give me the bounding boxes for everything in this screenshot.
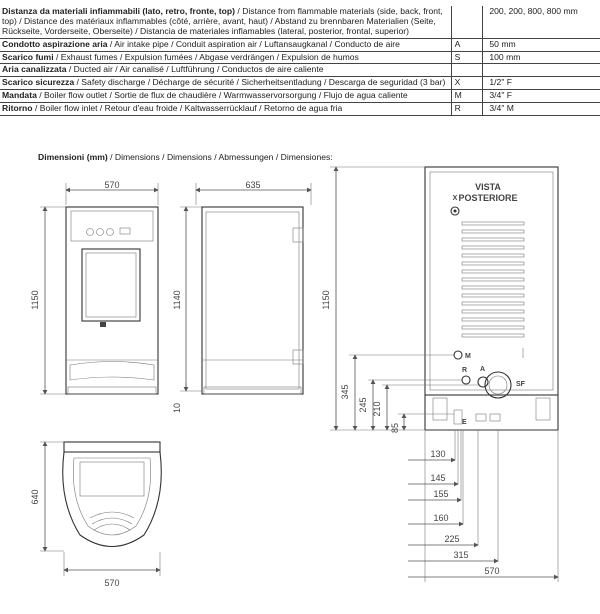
spec-code: S (451, 51, 483, 64)
top-depth-label: 640 (30, 489, 40, 505)
rear-height-label: 1150 (321, 290, 331, 310)
spec-label: Mandata (2, 90, 37, 101)
dimensions-title-rest: / Dimensions / Dimensions / Abmessungen / Dimensiones: (107, 152, 333, 162)
spec-code: R (451, 103, 483, 116)
flow-outlet-connector (454, 351, 462, 359)
rear-view (425, 167, 558, 430)
spec-translations: / Boiler flow inlet / Retour d'eau froide / Kaltwasserrücklauf / Retorno de agua fria (32, 103, 343, 113)
top-view (30, 442, 161, 588)
dim-225-label: 225 (444, 534, 460, 544)
rear-title-line1: VISTA (475, 182, 501, 192)
rear-horizontal-dimensions (408, 430, 558, 582)
spec-label: Scarico fumi (2, 51, 54, 62)
spec-translations: / Ducted air / Air canalisé / Luftführung / Conductos de aire caliente (66, 64, 324, 75)
rear-vent-grille (462, 222, 524, 337)
spec-label: Ritorno (2, 103, 33, 113)
spec-translations: / Boiler flow outlet / Sortie de flux de chaudière / Warmwasservorsorgung / Flujo de agua caliente (36, 90, 408, 101)
side-height-label: 1140 (172, 290, 182, 310)
front-view (30, 180, 158, 394)
side-width-label: 635 (245, 180, 261, 190)
spec-value: 1/2" F (483, 77, 600, 90)
spec-translations: / Air intake pipe / Conduit aspiration air / Luftansaugkanal / Conducto de aire (107, 38, 400, 49)
flow-inlet-connector (462, 376, 470, 384)
rear-title-line2: POSTERIORE (458, 193, 518, 203)
dim-245-label: 245 (358, 397, 368, 413)
spec-value: 200, 200, 800, 800 mm (483, 6, 600, 38)
label-a: A (480, 366, 486, 373)
spec-value: 3/4" M (483, 103, 600, 116)
dimensions-title-bold: Dimensioni (mm) (38, 152, 108, 162)
spec-label: Condotto aspirazione aria (2, 38, 108, 49)
dim-85-label: 85 (390, 422, 400, 434)
spec-value: 50 mm (483, 38, 600, 51)
spec-translations: / Distance from flammable materials (side, back, front, top) / Distance des matériaux inflammables (côté, arrière, avant, haut) / Abstand zu brennbaren Materialien (Seite, Rückseite, Vorderseite, Oberseite) / Distancia de materiales inflamables (lateral, posterior, frontal, superior) (2, 6, 443, 36)
spec-value: 3/4" F (483, 90, 600, 103)
dim-570-label: 570 (484, 566, 500, 576)
spec-code: M (451, 90, 483, 103)
dim-155-label: 155 (433, 489, 449, 499)
dim-210-label: 210 (372, 401, 382, 417)
spec-code: X (451, 77, 483, 90)
spec-translations: / Exhaust fumes / Expulsion fumées / Abgase verdrängen / Expulsion de humos (53, 51, 359, 62)
spec-value: 100 mm (483, 51, 600, 64)
label-e: E (462, 419, 467, 426)
top-width-label: 570 (104, 578, 120, 588)
dim-145-label: 145 (430, 473, 446, 483)
front-width-label: 570 (104, 180, 120, 190)
label-m: M (465, 353, 471, 360)
dim-130-label: 130 (430, 449, 446, 459)
spec-label: Aria canalizzata (2, 64, 67, 75)
dim-160-label: 160 (433, 513, 449, 523)
dim-345-label: 345 (340, 384, 350, 400)
spec-translations: / Safety discharge / Décharge de sécurité / Sicherheitsentladung / Descarga de seguridad (3 bar) (74, 77, 446, 88)
spec-code: A (451, 38, 483, 51)
spec-label: Scarico sicurezza (2, 77, 75, 88)
dim-315-label: 315 (453, 550, 469, 560)
side-view (172, 180, 311, 413)
label-r: R (462, 367, 468, 374)
label-sf: SF (516, 381, 525, 388)
spec-label: Distanza da materiali infiammabili (lato, retro, fronte, top) (2, 6, 236, 16)
side-base-label: 10 (172, 402, 182, 414)
front-height-label: 1150 (30, 290, 40, 310)
label-x: X (452, 195, 458, 202)
